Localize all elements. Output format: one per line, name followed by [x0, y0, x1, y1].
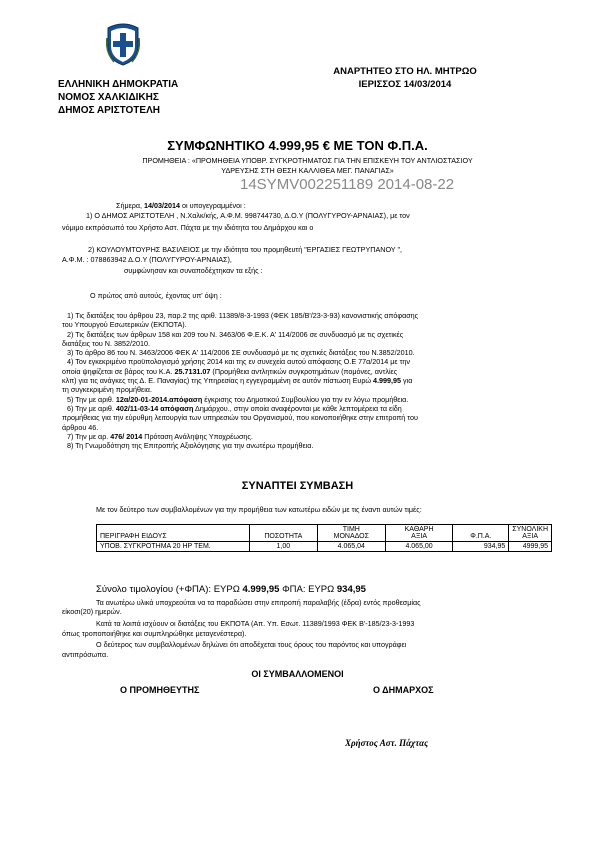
- consideration-line: [62, 367, 542, 376]
- delivery-term: Τα ανωτέρω υλικά υποχρεούται να τα παραδώσει στην επιτροπή παραλαβής (έδρα) εντός προθεσμίας: [96, 598, 421, 607]
- section-intro: Με τον δεύτερο των συμβαλλομένων για την προμήθεια των κατωτέρω ειδών με τις έναντι αυτών τιμές:: [96, 505, 422, 514]
- total-amount: 4.999,95: [242, 584, 280, 595]
- date-line: [116, 201, 246, 210]
- legal-term: όπως τροποποιήθηκε και συμπληρώθηκε μεταγενέστερα).: [62, 629, 247, 638]
- place-date: ΙΕΡΙΣΣΟΣ 14/03/2014: [358, 78, 452, 90]
- consideration-line: 2) Τις διατάξεις των άρθρων 158 και 209 του Ν. 3463/06 Φ.Ε.Κ. Α' 114/2006 σε συνδυασμό με τις σχετικές: [67, 329, 404, 339]
- text: έγκρισης του Δημοτικού Συμβουλίου για την εν λόγω προμήθεια.: [202, 394, 409, 404]
- header-cell: [97, 525, 250, 542]
- invoice-total-line: [96, 584, 366, 595]
- consideration-line: διατάξεις του Ν. 3852/2010.: [62, 338, 150, 348]
- header-label: ΑΞΙΑ: [411, 533, 427, 540]
- consideration-line: προμήθειας για την εύρυθμη λειτουργία των υπηρεσιών του Οργανισμού, που κοινοποιήθηκε στην επιτροπή του: [62, 413, 418, 423]
- agreed-line: συμφώνησαν και συναποδέχτηκαν τα εξής :: [124, 266, 263, 275]
- consideration-line: [62, 395, 542, 404]
- consideration-line: [62, 376, 542, 385]
- item-unit-price: 4.065,04: [317, 542, 385, 552]
- text: Δημάρχου., στην οποία αναφέρονται με κάθε λεπτομέρεια τα είδη: [193, 403, 402, 413]
- header-label: ΑΞΙΑ: [522, 533, 539, 540]
- document-title: ΣΥΜΦΩΝΗΤΙΚΟ 4.999,95 € ΜΕ ΤΟΝ Φ.Π.Α.: [167, 138, 428, 153]
- item-vat: 934,95: [453, 542, 509, 552]
- party1-line: 1) Ο ΔΗΜΟΣ ΑΡΙΣΤΟΤΕΛΗ , Ν.Χαλκ/κής, Α.Φ.Μ. 998744730, Δ.Ο.Υ (ΠΟΛΥΓΥΡΟΥ-ΑΡΝΑΙΑΣ), με τον: [86, 211, 410, 220]
- consideration-line: 8) Τη Γνωμοδότηση της Επιτροπής Αξιολόγησης για την ανωτέρω προμήθεια.: [67, 441, 314, 451]
- issuer-line: ΝΟΜΟΣ ΧΑΛΚΙΔΙΚΗΣ: [58, 92, 159, 103]
- supplier-label: Ο ΠΡΟΜΗΘΕΥΤΗΣ: [120, 685, 200, 695]
- mayor-name: Χρήστος Αστ. Πάχτας: [345, 738, 429, 748]
- consideration-line: [62, 432, 542, 441]
- header-cell: [249, 525, 317, 542]
- acceptance-term: αντιπρόσωπα.: [62, 650, 109, 659]
- date-prefix: Σήμερα,: [116, 201, 145, 210]
- text: 5) Την με αριθ.: [67, 394, 116, 404]
- item-net-value: 4.065,00: [385, 542, 453, 552]
- header-label: ΤΙΜΗ: [342, 526, 360, 533]
- credit-amount: 4.999,95: [373, 376, 402, 386]
- text: 7) Την με αρ.: [67, 431, 111, 441]
- party1-line: νόμιμο εκπρόσωπό του Χρήστο Αστ. Πάχτα με την ιδιότητα του Δημάρχου και ο: [62, 223, 314, 232]
- consideration-line: 3) Το άρθρο 86 του Ν. 3463/2006 ΦΕΚ Α' 114/2006 ΣΕ συνδυασμό με τις σχετικές διατάξεις του Ν.3852/2010.: [67, 348, 415, 358]
- text: 6) Την με αριθ.: [67, 403, 116, 413]
- item-description: ΥΠΟΒ. ΣΥΓΚΡΟΤΗΜΑ 20 HP ΤΕΜ.: [97, 542, 250, 552]
- header-label: ΠΕΡΙΓΡΑΦΗ ΕΙΔΟΥΣ: [100, 533, 167, 540]
- items-table: [96, 524, 552, 552]
- consideration-line: άρθρου 46.: [62, 422, 99, 432]
- text: (Προμήθεια αντλητικών συγκροτημάτων (πομόνες, αντλίες: [210, 366, 398, 376]
- posting-note: ΑΝΑΡΤΗΤΕΟ ΣΤΟ ΗΛ. ΜΗΤΡΩΟ: [333, 66, 477, 77]
- acceptance-term: Ο δεύτερος των συμβαλλομένων δηλώνει ότι αποδέχεται τους όρους του παρόντος και υπογράφει: [96, 640, 407, 649]
- header-cell: [317, 525, 385, 542]
- header-label: ΣΥΝΟΛΙΚΗ: [512, 526, 548, 533]
- header-label: ΚΑΘΑΡΗ: [404, 526, 434, 533]
- consideration-line: τη συγκεκριμένη προμήθεια.: [62, 385, 152, 395]
- issuer-line: ΔΗΜΟΣ ΑΡΙΣΤΟΤΕΛΗ: [58, 105, 160, 116]
- vat-amount: 934,95: [336, 584, 366, 595]
- procurement-line: ΥΔΡΕΥΣΗΣ ΣΤΗ ΘΕΣΗ ΚΑΛΛΙΘΕΑ ΜΕΓ. ΠΑΝΑΓΙΑΣ»: [221, 165, 394, 175]
- header-cell: [453, 525, 509, 542]
- posting-block: [300, 66, 510, 91]
- issuer-block: [58, 78, 178, 117]
- vat-label: ΦΠΑ: ΕΥΡΩ: [279, 584, 337, 595]
- consideration-line: του Υπουργού Εσωτερικών (ΕΚΠΟΤΑ).: [62, 320, 187, 330]
- issuer-line: ΕΛΛΗΝΙΚΗ ΔΗΜΟΚΡΑΤΙΑ: [58, 79, 179, 90]
- mayor-label: Ο ΔΗΜΑΡΧΟΣ: [373, 685, 434, 695]
- header-label: ΠΟΣΟΤΗΤΑ: [264, 533, 303, 540]
- considerations-list: [62, 311, 542, 450]
- section-title: ΣΥΝΑΠΤΕΙ ΣΥΜΒΑΣΗ: [241, 480, 354, 492]
- consideration-line: 1) Τις διατάξεις του άρθρου 23, παρ.2 της αριθ. 11389/8-3-1993 (ΦΕΚ 185/Β'/23-3-93) κανονιστικής απόφασης: [67, 311, 419, 320]
- text: κλπ) για τις ανάγκες της Δ. Ε. Παναγίας) της Υπηρεσίας η εγγεγραμμένη σε αυτόν πίστωση Ευρώ: [62, 376, 374, 386]
- decision-ref: 402/11-03-14 απόφαση: [115, 403, 194, 413]
- first-party-line: Ο πρώτος από αυτούς, έχοντας υπ' όψη :: [90, 291, 222, 300]
- item-total: 4999,95: [509, 542, 552, 552]
- header-label: ΜΟΝΑΔΟΣ: [333, 533, 369, 540]
- proposal-ref: 476/ 2014: [110, 431, 143, 441]
- text: Πρόταση Ανάληψης Υποχρέωσης.: [142, 431, 253, 441]
- legal-term: Κατά τα λοιπά ισχύουν οι διατάξεις του ΕΚΠΟΤΑ (Απ. Υπ. Εσωτ. 11389/1993 ΦΕΚ Β'-185/23-3-1993: [96, 619, 415, 628]
- procurement-line: ΠΡΟΜΗΘΕΙΑ : «ΠΡΟΜΗΘΕΙΑ ΥΠΟΒΡ. ΣΥΓΚΡΟΤΗΜΑΤΟΣ ΓΙΑ ΤΗΝ ΕΠΙΣΚΕΥΗ ΤΟΥ ΑΝΤΛΙΟΣΤΑΣΙΟΥ: [142, 156, 473, 165]
- item-quantity: 1,00: [249, 542, 317, 552]
- total-label: Σύνολο τιμολογίου (+ΦΠΑ): ΕΥΡΩ: [96, 584, 243, 595]
- text: οποία ψηφίζεται σε βάρος του Κ.Α.: [62, 366, 175, 376]
- parties-title: ΟΙ ΣΥΜΒΑΛΛΟΜΕΝΟΙ: [251, 669, 344, 679]
- table-header-row: [97, 525, 552, 542]
- decision-ref: 12α/20-01-2014.απόφαση: [115, 394, 203, 404]
- consideration-line: [62, 404, 542, 413]
- header-cell: [509, 525, 552, 542]
- budget-code: 25.7131.07: [174, 366, 211, 376]
- text: για: [401, 376, 413, 386]
- consideration-line: 4) Τον εγκεκριμένο προϋπολογισμό χρήσης 2014 και της εν συνεχεία αυτού απόφασης Ο.Ε 77α/2014 με την: [67, 357, 411, 367]
- header-label: Φ.Π.Α.: [470, 533, 492, 540]
- greek-emblem-icon: [106, 22, 140, 66]
- header-cell: [385, 525, 453, 542]
- table-row: [97, 542, 552, 552]
- contract-date: 14/03/2014: [144, 201, 181, 210]
- delivery-term: είκοσι(20) ημερών.: [62, 607, 122, 616]
- ada-stamp: 14SYMV002251189 2014-08-22: [240, 176, 455, 193]
- party2-line: 2) ΚΟΥΛΟΥΜΤΟΥΡΗΣ ΒΑΣΙΛΕΙΟΣ με την ιδιότητα του προμηθευτή "ΕΡΓΑΣΙΕΣ ΓΕΩΤΡΥΠΑΝΟΥ ",: [88, 245, 403, 254]
- party2-line: Α.Φ.Μ. : 078863942 Δ.Ο.Υ (ΠΟΛΥΓΥΡΟΥ-ΑΡΝΑΙΑΣ),: [62, 255, 232, 264]
- date-suffix: οι υπογεγραμμένοι :: [180, 201, 246, 210]
- procurement-subject: [70, 156, 545, 175]
